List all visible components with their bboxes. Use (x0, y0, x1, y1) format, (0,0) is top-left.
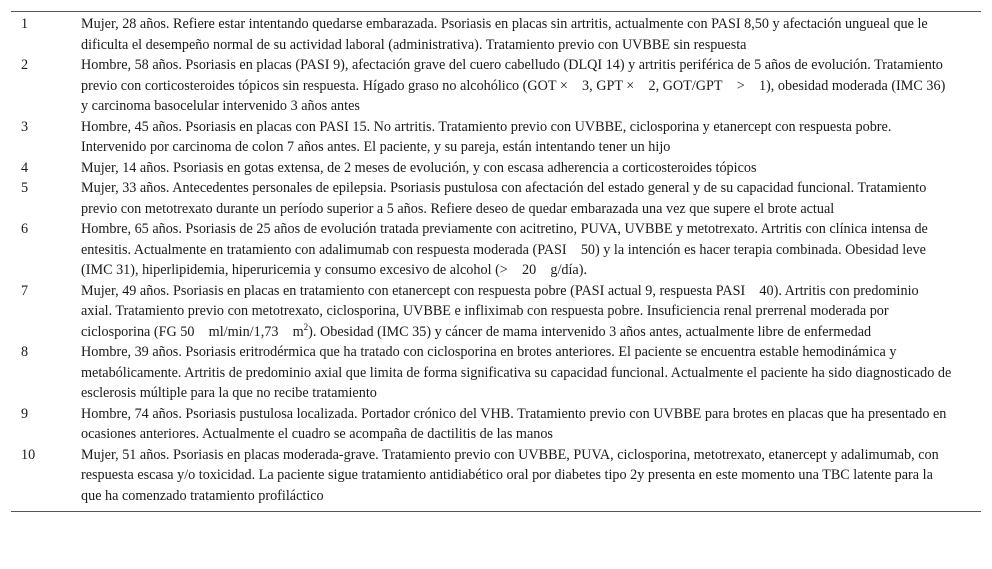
case-number: 10 (21, 446, 36, 463)
case-number: 4 (21, 159, 29, 176)
case-description: Mujer, 14 años. Psoriasis en gotas extensa, de 2 meses de evolución, y con escasa adherencia a corticosteroides tópicos (81, 159, 757, 176)
case-description: Mujer, 28 años. Refiere estar intentando quedarse embarazada. Psoriasis en placas sin artritis, actualmente con PASI 8,50 y afectación ungueal que le dificulta el desempeño normal de su actividad laboral (administrativa). Tratamiento previo con UVBBE sin respuesta (81, 16, 928, 53)
case-number: 8 (21, 344, 29, 360)
case-description: Mujer, 51 años. Psoriasis en placas moderada-grave. Tratamiento previo con UVBBE, PUVA, ciclosporina, metotrexato, etanercept y adalimumab, con respuesta escasa y/o toxicidad. La paciente sigue tratamiento antidiabético oral por diabetes tipo 2y presenta en este momento una TBC latente para la que ha comenzado tratamiento profiláctico (81, 446, 939, 504)
table-row (11, 178, 981, 219)
superscript-exponent: 2 (303, 321, 309, 332)
table-row (11, 404, 981, 445)
table-row (11, 158, 981, 179)
case-description: Hombre, 74 años. Psoriasis pustulosa localizada. Portador crónico del VHB. Tratamiento previo con UVBBE para brotes en placas que ha presentado en ocasiones anteriores. Actualmente el cuadro se acompaña de dactilitis de las manos (81, 405, 947, 442)
case-table (11, 11, 981, 512)
table-row (11, 342, 981, 404)
case-number: 7 (21, 282, 29, 299)
table-row (11, 281, 981, 343)
case-description: Hombre, 39 años. Psoriasis eritrodérmica que ha tratado con ciclosporina en brotes anteriores. El paciente se encuentra estable hemodinámica y metabólicamente. Artritis de predominio axial que limita de forma significativa su capacidad funcional. Actualmente el paciente ha sido diagnosticado de esclerosis múltiple para la que no recibe tratamiento (81, 344, 952, 401)
case-description: Hombre, 45 años. Psoriasis en placas con PASI 15. No artritis. Tratamiento previo con UVBBE, ciclosporina y etanercept con respuesta pobre. Intervenido por carcinoma de colon 7 años antes. El paciente, y su pareja, están intentando tener un hijo (81, 118, 892, 155)
case-description: Hombre, 58 años. Psoriasis en placas (PASI 9), afectación grave del cuero cabelludo (DLQI 14) y artritis periférica de 5 años de evolución. Tratamiento previo con corticosteroides tópicos sin respuesta. Hígado graso no alcohólico (GOT × 3, GPT × 2, GOT/GPT > 1), obesidad moderada (IMC 36) y carcinoma basocelular intervenido 3 años antes (81, 57, 946, 114)
case-number: 5 (21, 180, 29, 196)
table-row (11, 14, 981, 55)
case-number: 1 (21, 16, 29, 32)
case-description: Mujer, 33 años. Antecedentes personales de epilepsia. Psoriasis pustulosa con afectación del estado general y de su capacidad funcional. Tratamiento previo con metotrexato durante un período superior a 5 años. Refiere deseo de quedar embarazada una vez que supere el brote actual (81, 180, 927, 217)
table-row (11, 219, 981, 281)
case-description (81, 281, 981, 343)
table-row (11, 445, 981, 507)
table-row (11, 117, 981, 158)
case-number: 2 (21, 57, 29, 73)
case-number: 3 (21, 118, 29, 135)
case-number: 6 (21, 221, 29, 237)
case-number: 9 (21, 405, 29, 422)
case-description-text-after: ). Obesidad (IMC 35) y cáncer de mama intervenido 3 años antes, actualmente libre de enfermedad (308, 323, 872, 340)
case-description: Hombre, 65 años. Psoriasis de 25 años de evolución tratada previamente con acitretino, PUVA, UVBBE y metotrexato. Artritis con clínica intensa de entesitis. Actualmente en tratamiento con adalimumab con respuesta moderada (PASI 50) y la intención es hacer terapia combinada. Obesidad leve (IMC 31), hiperlipidemia, hiperuricemia y consumo excesivo de alcohol (> 20 g/día). (81, 221, 928, 278)
case-description-text: Mujer, 49 años. Psoriasis en placas en tratamiento con etanercept con respuesta pobre (PASI actual 9, respuesta PASI 40). Artritis con predominio axial. Tratamiento previo con metotrexato, ciclosporina, UVBBE e infliximab con respuesta pobre. Insuficiencia renal prerrenal moderada por ciclosporina (FG 50 ml/min/1,73 m (81, 282, 919, 340)
table-row (11, 55, 981, 117)
